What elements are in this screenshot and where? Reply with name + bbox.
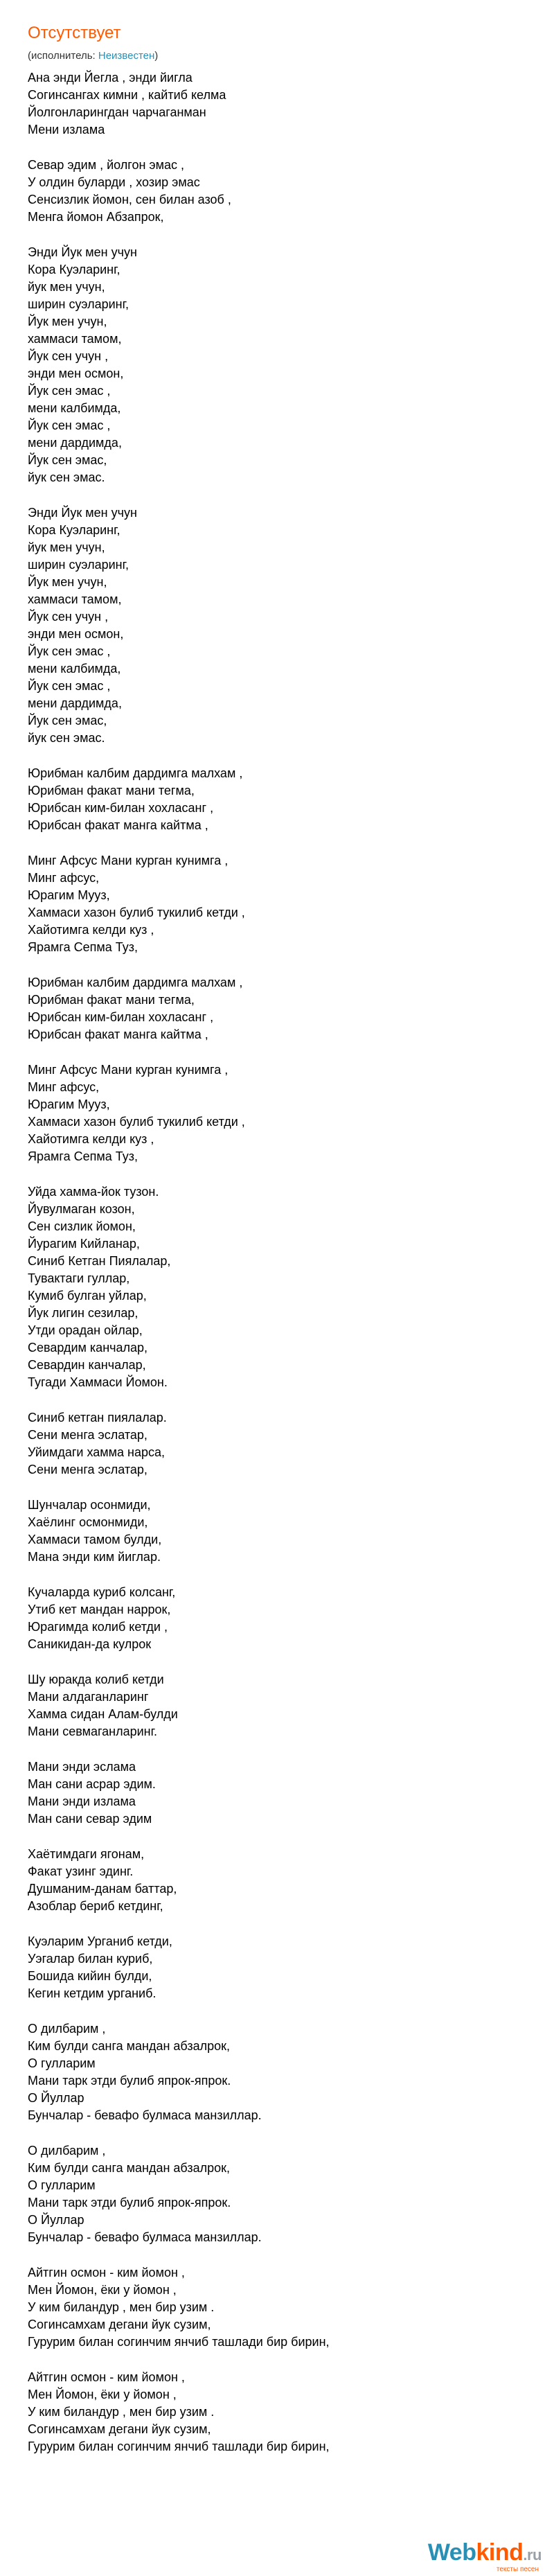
lyric-line: Айтгин осмон - ким йомон ,: [28, 2266, 185, 2279]
lyric-line: Душманим-данам баттар,: [28, 1882, 177, 1896]
lyric-line: Ярамга Сепма Туз,: [28, 1149, 138, 1163]
lyrics-stanza: [28, 69, 526, 139]
lyric-line: Йук сен эмас ,: [28, 679, 111, 693]
lyric-line: Мени излама: [28, 123, 105, 136]
lyric-line: Минг Афсус Мани курган кунимга ,: [28, 854, 229, 867]
lyric-line: Уэгалар билан куриб,: [28, 1952, 153, 1966]
lyric-line: О гулларим: [28, 2178, 96, 2192]
lyrics-stanza: [28, 1183, 526, 1391]
lyric-line: мени дардимда,: [28, 436, 122, 450]
logo-brand-b: kind: [476, 2539, 524, 2566]
lyrics-stanza: [28, 1846, 526, 1915]
lyric-line: Хаммаси хазон булиб тукилиб кетди ,: [28, 1115, 245, 1129]
lyric-line: Кумиб булган уйлар,: [28, 1289, 147, 1303]
lyric-line: Шу юракда колиб кетди: [28, 1673, 164, 1686]
lyric-line: Уйда хамма-йок тузон.: [28, 1185, 159, 1199]
lyric-line: йук сен эмас.: [28, 470, 105, 484]
lyric-line: Минг афсус,: [28, 1080, 100, 1094]
lyric-line: Мани тарк этди булиб япрок-япрок.: [28, 2196, 231, 2209]
lyric-line: Юрибман калбим дардимга малхам ,: [28, 766, 243, 780]
lyric-line: Мани тарк этди булиб япрок-япрок.: [28, 2074, 231, 2088]
lyric-line: Йук мен учун,: [28, 315, 107, 328]
performer-suffix: ): [154, 50, 159, 62]
lyric-line: О Йуллар: [28, 2213, 84, 2227]
lyric-line: Хаммаси хазон булиб тукилиб кетди ,: [28, 906, 245, 919]
lyric-line: Саникидан-да кулрок: [28, 1637, 152, 1651]
lyric-line: Бунчалар - бевафо булмаса манзиллар.: [28, 2230, 262, 2244]
performer-info: [28, 50, 158, 62]
lyric-line: Сенсизлик йомон, сен билан азоб ,: [28, 193, 231, 206]
lyric-line: У ким биландур , мен бир узим .: [28, 2405, 215, 2419]
lyric-line: Йук сен эмас ,: [28, 644, 111, 658]
lyric-line: Хаммаси тамом булди,: [28, 1533, 162, 1546]
lyric-line: Кора Куэларинг,: [28, 523, 120, 537]
lyrics-text: [28, 69, 526, 2473]
lyrics-stanza: [28, 974, 526, 1043]
lyric-line: Йук сен учун ,: [28, 610, 109, 624]
webkind-logo[interactable]: [375, 2539, 542, 2573]
lyric-line: Мани энди эслама: [28, 1760, 136, 1774]
lyric-line: Йук лигин сезилар,: [28, 1306, 138, 1320]
lyric-line: Согинсангах кимни , кайтиб келма: [28, 88, 226, 102]
lyric-line: Юрибсан факат манга кайтма ,: [28, 1027, 208, 1041]
performer-prefix: (исполнитель:: [28, 50, 98, 62]
lyric-line: энди мен осмон,: [28, 367, 124, 380]
lyric-line: мени дардимда,: [28, 696, 122, 710]
lyric-line: ширин суэларинг,: [28, 558, 129, 572]
lyric-line: йук мен учун,: [28, 540, 105, 554]
song-title: Отсутствует: [28, 24, 121, 42]
lyric-line: Ана энди Йегла , энди йигла: [28, 71, 193, 85]
lyric-line: Факат узинг эдинг.: [28, 1864, 134, 1878]
lyric-line: Бунчалар - бевафо булмаса манзиллар.: [28, 2108, 262, 2122]
lyric-line: О дилбарим ,: [28, 2144, 106, 2158]
lyric-line: Севар эдим , йолгон эмас ,: [28, 158, 184, 172]
lyric-line: Юрагим Мууз,: [28, 888, 110, 902]
lyric-line: Минг афсус,: [28, 871, 100, 885]
lyrics-stanza: [28, 2020, 526, 2124]
lyric-line: Уйимдаги хамма нарса,: [28, 1445, 165, 1459]
lyric-line: Шунчалар осонмиди,: [28, 1498, 151, 1512]
lyric-line: Сен сизлик йомон,: [28, 1219, 136, 1233]
lyric-line: Юрибман факат мани тегма,: [28, 993, 195, 1007]
lyrics-stanza: [28, 2142, 526, 2246]
lyric-line: Мана энди ким йиглар.: [28, 1550, 161, 1564]
lyric-line: энди мен осмон,: [28, 627, 124, 641]
lyric-line: Йувулмаган козон,: [28, 1202, 135, 1216]
lyric-line: Юрибсан ким-билан хохласанг ,: [28, 801, 214, 815]
lyric-line: Хаёлинг осмонмиди,: [28, 1515, 148, 1529]
lyric-line: хаммаси тамом,: [28, 592, 122, 606]
lyric-line: Юрибсан ким-билан хохласанг ,: [28, 1010, 214, 1024]
lyric-line: Йурагим Кийланар,: [28, 1237, 140, 1251]
performer-link[interactable]: Неизвестен: [98, 50, 155, 62]
lyric-line: Энди Йук мен учун: [28, 506, 137, 520]
lyrics-stanza: [28, 1933, 526, 2002]
lyric-line: Йук мен учун,: [28, 575, 107, 589]
logo-brand-a: Web: [427, 2539, 476, 2566]
lyric-line: Мани энди излама: [28, 1794, 136, 1808]
lyric-line: Юрибман факат мани тегма,: [28, 784, 195, 797]
lyric-line: Ман сани севар эдим: [28, 1812, 152, 1826]
logo-brand-tld: .ru: [523, 2546, 542, 2564]
lyric-line: йук мен учун,: [28, 280, 105, 294]
lyric-line: Юрибсан факат манга кайтма ,: [28, 818, 208, 832]
lyric-line: Менга йомон Абзапрок,: [28, 210, 164, 224]
logo-wordmark: [428, 2539, 542, 2566]
logo-tagline: тексты песен: [496, 2566, 539, 2573]
lyrics-stanza: [28, 1584, 526, 1653]
lyric-line: Йук сен эмас ,: [28, 384, 111, 398]
lyric-line: йук сен эмас.: [28, 731, 105, 745]
lyric-line: Юрибман калбим дардимга малхам ,: [28, 976, 243, 989]
lyric-line: мени калбимда,: [28, 401, 121, 415]
lyric-line: Хамма сидан Алам-булди: [28, 1707, 178, 1721]
lyric-line: Согинсамхам дегани йук сузим,: [28, 2318, 211, 2331]
lyrics-stanza: [28, 765, 526, 834]
lyric-line: Сени менга эслатар,: [28, 1428, 148, 1442]
lyric-line: Йук сен эмас ,: [28, 418, 111, 432]
lyric-line: Согинсамхам дегани йук сузим,: [28, 2422, 211, 2436]
lyric-line: Энди Йук мен учун: [28, 245, 137, 259]
lyric-line: мени калбимда,: [28, 662, 121, 676]
lyrics-stanza: [28, 244, 526, 486]
lyric-line: Ман сани асрар эдим.: [28, 1777, 156, 1791]
lyric-line: Йук сен учун ,: [28, 349, 109, 363]
lyric-line: Хайотимга келди куз ,: [28, 1132, 154, 1146]
lyric-line: ширин суэларинг,: [28, 297, 129, 311]
lyric-line: Кегин кетдим урганиб.: [28, 1986, 157, 2000]
lyrics-stanza: [28, 2264, 526, 2351]
lyric-line: Мен Йомон, ёки у йомон ,: [28, 2388, 177, 2401]
lyric-line: Ярамга Сепма Туз,: [28, 940, 138, 954]
lyric-line: Мани алдаганларинг: [28, 1690, 149, 1704]
lyric-line: Куэларим Урганиб кетди,: [28, 1934, 172, 1948]
lyric-line: У ким биландур , мен бир узим .: [28, 2300, 215, 2314]
lyric-line: Юрагим Мууз,: [28, 1097, 110, 1111]
lyric-line: Айтгин осмон - ким йомон ,: [28, 2370, 185, 2384]
lyrics-stanza: [28, 852, 526, 956]
lyric-line: хаммаси тамом,: [28, 332, 122, 346]
lyric-line: О гулларим: [28, 2056, 96, 2070]
lyric-line: Ким булди санга мандан абзалрок,: [28, 2039, 230, 2053]
lyric-line: О Йуллар: [28, 2091, 84, 2105]
lyric-line: Хайотимга келди куз ,: [28, 923, 154, 937]
lyric-line: Севардин канчалар,: [28, 1358, 146, 1372]
lyrics-stanza: [28, 1497, 526, 1566]
lyric-line: Кора Куэларинг,: [28, 263, 120, 276]
lyric-line: Йук сен эмас,: [28, 453, 107, 467]
lyric-line: Мен Йомон, ёки у йомон ,: [28, 2283, 177, 2297]
lyric-line: Юрагимда колиб кетди ,: [28, 1620, 168, 1634]
lyric-line: Гурурим билан согинчим янчиб ташлади бир бирин,: [28, 2440, 330, 2453]
lyric-line: Тугади Хаммаси Йомон.: [28, 1375, 168, 1389]
lyrics-stanza: [28, 157, 526, 226]
lyric-line: Гурурим билан согинчим янчиб ташлади бир бирин,: [28, 2335, 330, 2349]
lyric-line: Мани севмаганларинг.: [28, 1724, 157, 1738]
lyric-line: Йолгонларингдан чарчаганман: [28, 105, 206, 119]
lyrics-stanza: [28, 1671, 526, 1740]
lyric-line: Минг Афсус Мани курган кунимга ,: [28, 1063, 229, 1077]
lyric-line: Азоблар бериб кетдинг,: [28, 1899, 163, 1913]
lyric-line: Ким булди санга мандан абзалрок,: [28, 2161, 230, 2175]
lyric-line: Бошида кийин булди,: [28, 1969, 152, 1983]
lyric-line: У олдин буларди , хозир эмас: [28, 175, 200, 189]
lyric-line: Синиб Кетган Пиялалар,: [28, 1254, 171, 1268]
lyric-line: Синиб кетган пиялалар.: [28, 1411, 167, 1424]
lyric-line: Кучаларда куриб колсанг,: [28, 1585, 176, 1599]
lyrics-stanza: [28, 1758, 526, 1828]
lyric-line: О дилбарим ,: [28, 2022, 106, 2036]
lyric-line: Хаётимдаги ягонам,: [28, 1847, 145, 1861]
lyric-line: Утиб кет мандан наррок,: [28, 1603, 171, 1616]
lyrics-stanza: [28, 504, 526, 747]
lyric-line: Йук сен эмас,: [28, 714, 107, 727]
lyrics-stanza: [28, 1409, 526, 1479]
lyric-line: Тувактаги гуллар,: [28, 1271, 130, 1285]
lyrics-stanza: [28, 2369, 526, 2455]
lyric-line: Сени менга эслатар,: [28, 1463, 148, 1476]
lyric-line: Севардим канчалар,: [28, 1341, 148, 1355]
lyric-line: Утди орадан ойлар,: [28, 1323, 143, 1337]
lyrics-stanza: [28, 1061, 526, 1165]
